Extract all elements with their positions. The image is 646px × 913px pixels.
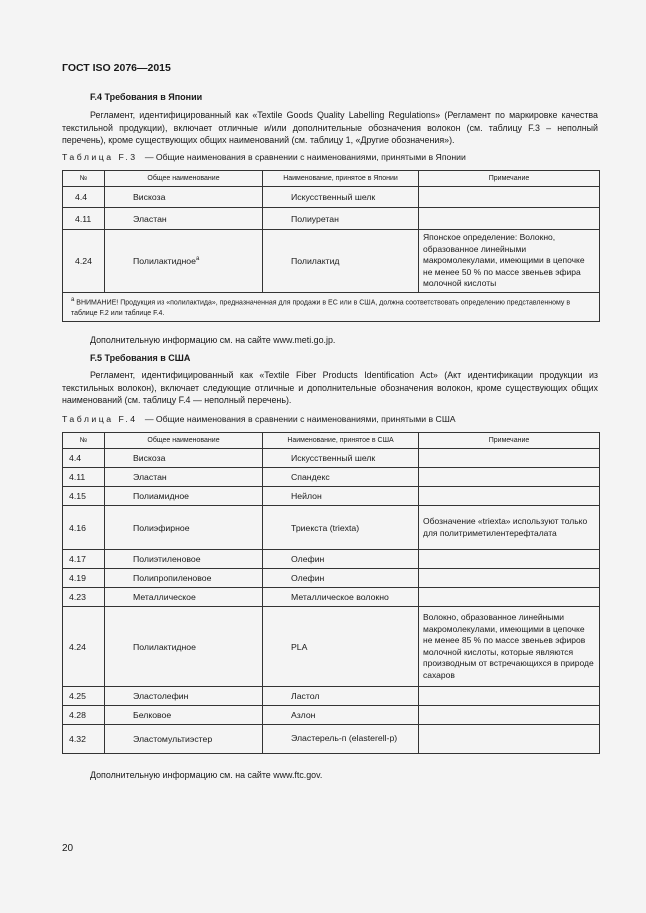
cell-common-name: Полипропиленовое <box>105 569 263 588</box>
column-header: Наименование, принятое в Японии <box>263 171 419 187</box>
cell-number: 4.15 <box>63 487 105 506</box>
cell-note <box>419 725 600 754</box>
cell-note <box>419 449 600 468</box>
cell-note <box>419 208 600 230</box>
column-header: Общее наименование <box>105 171 263 187</box>
cell-number: 4.24 <box>63 230 105 293</box>
cell-common-name: Эластолефин <box>105 687 263 706</box>
table-footnote-row <box>63 293 600 322</box>
cell-common-name: Полиамидное <box>105 487 263 506</box>
cell-number: 4.11 <box>63 208 105 230</box>
section-f4-paragraph: Регламент, идентифицированный как «Textile Goods Quality Labelling Regulations» (Регламент по маркировке качества текстильной продукции), включает отличные и/или дополнительные обозначения волокон (см. таблицу F.3 – неполный перечень), кроме существующих общих наименований (см. таблицу 1, «Другие обозначения»). <box>62 110 598 145</box>
table-row <box>63 449 600 468</box>
cell-common-name: Полилактидное$^a$ <box>105 230 263 293</box>
cell-number: 4.28 <box>63 706 105 725</box>
cell-note <box>419 706 600 725</box>
cell-number: 4.19 <box>63 569 105 588</box>
cell-note: Обозначение «triexta» используют только для политриметилентерефталата <box>419 506 600 550</box>
cell-local-name: Олефин <box>263 569 419 588</box>
cell-note <box>419 687 600 706</box>
cell-local-name: Ластол <box>263 687 419 706</box>
cell-local-name: Эластерель-п (elasterell-p) <box>263 725 419 754</box>
table-row <box>63 487 600 506</box>
cell-note <box>419 550 600 569</box>
cell-number: 4.16 <box>63 506 105 550</box>
cell-number: 4.4 <box>63 187 105 208</box>
column-header: Общее наименование <box>105 433 263 449</box>
cell-local-name: Азлон <box>263 706 419 725</box>
table-row <box>63 725 600 754</box>
cell-local-name: PLA <box>263 607 419 687</box>
cell-note <box>419 187 600 208</box>
table-row <box>63 569 600 588</box>
cell-local-name: Искусственный шелк <box>263 449 419 468</box>
table-f4-caption: Таблица F.4 — Общие наименования в сравнении с наименованиями, принятыми в США <box>62 414 456 424</box>
table-row <box>63 687 600 706</box>
cell-note: Японское определение: Волокно, образованное линейными макромолекулами, имеющими в цепочке не менее 50 % по массе звеньев эфира молочной кислоты <box>419 230 600 293</box>
cell-common-name: Полилактидное <box>105 607 263 687</box>
section-f5-info: Дополнительную информацию см. на сайте www.ftc.gov. <box>90 770 323 780</box>
table-footnote: $^a$ ВНИМАНИЕ! Продукция из «полилактида», предназначенная для продажи в ЕС или в США, должна соответствовать определению представленному в таблице F.2 или таблице F.4. <box>63 293 600 322</box>
table-row <box>63 208 600 230</box>
cell-note: Волокно, образованное линейными макромолекулами, имеющими в цепочке не менее 85 % по массе звеньев эфиров молочной кислоты, которые являются производным от встречающихся в природе сахаров <box>419 607 600 687</box>
table-row <box>63 588 600 607</box>
cell-local-name: Полиуретан <box>263 208 419 230</box>
section-f5-heading: F.5 Требования в США <box>90 353 191 363</box>
cell-local-name: Металлическое волокно <box>263 588 419 607</box>
column-header: Примечание <box>419 171 600 187</box>
table-row <box>63 230 600 293</box>
cell-common-name: Эластан <box>105 468 263 487</box>
column-header: № <box>63 433 105 449</box>
table-row <box>63 607 600 687</box>
table-header-row <box>63 171 600 187</box>
cell-common-name: Эластомультиэстер <box>105 725 263 754</box>
column-header: Наименование, принятое в США <box>263 433 419 449</box>
column-header: Примечание <box>419 433 600 449</box>
section-f4-info: Дополнительную информацию см. на сайте www.meti.go.jp. <box>90 335 336 345</box>
table-header-row <box>63 433 600 449</box>
table-f3-caption: Таблица F.3 — Общие наименования в сравнении с наименованиями, принятыми в Японии <box>62 152 466 162</box>
table-row <box>63 706 600 725</box>
table-row <box>63 468 600 487</box>
cell-local-name: Олефин <box>263 550 419 569</box>
cell-number: 4.4 <box>63 449 105 468</box>
cell-local-name: Полилактид <box>263 230 419 293</box>
cell-common-name: Полиэтиленовое <box>105 550 263 569</box>
cell-local-name: Искусственный шелк <box>263 187 419 208</box>
cell-common-name: Вискоза <box>105 187 263 208</box>
cell-number: 4.11 <box>63 468 105 487</box>
cell-note <box>419 569 600 588</box>
cell-common-name: Вискоза <box>105 449 263 468</box>
cell-common-name: Металлическое <box>105 588 263 607</box>
cell-common-name: Полиэфирное <box>105 506 263 550</box>
cell-number: 4.32 <box>63 725 105 754</box>
cell-number: 4.25 <box>63 687 105 706</box>
table-f4 <box>62 432 600 754</box>
cell-local-name: Спандекс <box>263 468 419 487</box>
table-row <box>63 550 600 569</box>
cell-note <box>419 468 600 487</box>
cell-common-name: Эластан <box>105 208 263 230</box>
cell-local-name: Нейлон <box>263 487 419 506</box>
section-f5-paragraph: Регламент, идентифицированный как «Textile Fiber Products Identification Act» (Акт идентификации продукции из текстильных волокон), включает следующие отличные и дополнительные обозначения волокон, кроме существующих общих наименований (см. таблицу F.4 — неполный перечень). <box>62 370 598 405</box>
section-f4-heading: F.4 Требования в Японии <box>90 92 203 102</box>
cell-number: 4.24 <box>63 607 105 687</box>
table-row <box>63 506 600 550</box>
cell-number: 4.17 <box>63 550 105 569</box>
column-header: № <box>63 171 105 187</box>
page-number: 20 <box>62 843 74 854</box>
cell-local-name: Триекста (triexta) <box>263 506 419 550</box>
cell-note <box>419 588 600 607</box>
document-header: ГОСТ ISO 2076—2015 <box>62 62 171 74</box>
cell-number: 4.23 <box>63 588 105 607</box>
table-row <box>63 187 600 208</box>
cell-common-name: Белковое <box>105 706 263 725</box>
table-f3 <box>62 170 600 322</box>
cell-note <box>419 487 600 506</box>
